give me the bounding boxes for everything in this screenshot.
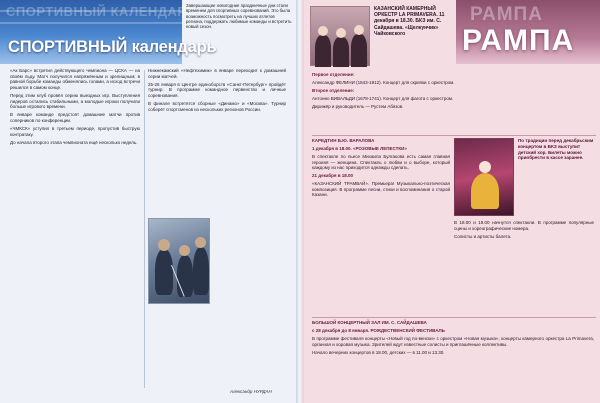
player-head xyxy=(195,237,206,248)
event-date: с 28 декабря до 8 января. РОЖДЕСТВЕНСКИЙ ФЕСТИВАЛЬ xyxy=(312,327,445,333)
ballet-article xyxy=(454,220,594,316)
side-note: По традиции перед декабрьским концертом в БКЗ выступит детский хор. Билеты можно приобрести в кассе заранее. xyxy=(518,138,594,161)
sports-calendar-page xyxy=(0,0,296,403)
sports-banner xyxy=(0,0,217,64)
theatre-article xyxy=(312,138,450,316)
program-line: Дирижёр и руководитель — Рустем Абязов. xyxy=(312,103,404,109)
performer-body xyxy=(315,35,331,67)
intro-text: Завершающие новогодние праздничные дни стали временем для спортивных соревнований. Это была возможность посмотреть на лучших атлетов региона, поддержать любимые команды и встретить новый сезон. xyxy=(186,3,292,30)
article-heading: БОЛЬШОЙ КОНЦЕРТНЫЙ ЗАЛ ИМ. С. САЙДАШЕВА xyxy=(312,320,427,325)
section-title: РАМПА xyxy=(462,24,575,57)
paragraph: «Ак Барс» встретил действующего чемпиона — ЦСКА — на своём льду. Матч получился напряжённым и зрелищным; в равной борьбе команды обменялись голами, а исход встречи решился в самом конце. xyxy=(10,68,140,90)
dancer-dress xyxy=(471,173,499,209)
page-gutter xyxy=(296,0,304,403)
event-date: 21 декабря в 18.00 xyxy=(312,173,353,179)
performer-head xyxy=(336,28,346,38)
page-title: СПОРТИВНЫЙ календарь xyxy=(8,38,217,56)
section-divider xyxy=(312,317,596,318)
banner-stripe xyxy=(0,22,182,24)
paragraph: «КАЗАНСКИЙ ТРАМВАЙ». Премьера! Музыкально-поэтическая композиция. В программе песни, стихи и воспоминания о старой Казани. xyxy=(312,181,450,198)
banner-ghost-text: СПОРТИВНЫЙ КАЛЕНДАРЬ xyxy=(6,4,197,19)
performer-head xyxy=(354,25,364,35)
paragraph: В спектакле по пьесе Михаила Булгакова есть самая главная героиня — женщина. Спектакль о любви и о выборе, который каждому из нас приходится однажды сделать. xyxy=(312,153,450,171)
player-head xyxy=(158,239,170,251)
paragraph: В январе команде предстоят домашние матчи против соперников по конференции. xyxy=(10,112,140,123)
program-line: Александр ФЕЛИНИ (1843-1912). Концерт для скрипки с оркестром. xyxy=(312,79,455,85)
dancer-head xyxy=(479,161,491,173)
paragraph: В 18.00 и 19.00 начнутся спектакли. В программе популярные сцены и хореографические номера. xyxy=(454,220,594,231)
author-credit: Александр НУРДАН xyxy=(230,389,272,394)
festival-article xyxy=(312,320,594,396)
paragraph: В программе фестиваля концерты «Новый год по-венски» с оркестром «Новая музыка», концерты камерного оркестра La Primavera, органная и хоровая музыка. Зрителей ждут известные солисты и приглашённые коллективы. xyxy=(312,335,594,347)
paragraph: Нижнекамский «Нефтехимик» в январе переходит к домашней серии матчей. xyxy=(148,68,286,79)
paragraph: Солисты и артисты балета. xyxy=(454,233,512,239)
stage-photo xyxy=(454,138,514,216)
paragraph: Начало вечерних концертов в 18.00, детских — в 11.00 и 13.30. xyxy=(312,349,445,355)
concert-headline: КАЗАНСКИЙ КАМЕРНЫЙ ОРКЕСТР LA PRIMAVERA. 11 декабря в 18.30. БКЗ им. С. Сайдашева. «Щелкунчик» Чайковского xyxy=(374,6,445,37)
player-figure xyxy=(193,247,209,295)
program-heading: Первое отделение: xyxy=(312,72,355,77)
rampa-banner xyxy=(456,0,600,64)
event-date: 1 декабря в 18.00. «РОЗОВЫЕ ЛЕПЕСТКИ» xyxy=(312,145,407,151)
performer-head xyxy=(318,26,328,36)
article-heading: КАРЕДТИН Б.Ю. ВАРАЛОВА xyxy=(312,138,375,143)
banner-ghost-text: РАМПА xyxy=(470,4,543,25)
player-figure xyxy=(177,255,193,297)
paragraph: До начала второго этапа чемпионата ещё несколько недель. xyxy=(10,139,138,145)
choir-photo xyxy=(310,6,370,66)
rampa-page xyxy=(304,0,600,403)
player-figure xyxy=(155,249,173,295)
program-block xyxy=(312,72,496,134)
player-head xyxy=(179,245,190,256)
paragraph: В финале встретятся сборные «Динамо» и «Москва». Турнир соберёт спортсменов из нескольких регионов России. xyxy=(148,101,286,112)
hockey-photo xyxy=(148,218,210,304)
paragraph: Перед этим клуб провёл серию выездных игр. Выступления лидеров остались стабильными, а молодые игроки получили больше игрового времени. xyxy=(10,92,140,110)
section-divider xyxy=(312,135,596,136)
article-column-1 xyxy=(10,68,140,390)
paragraph: 25-26 января в Центре единоборств «Санкт-Петербург» пройдёт турнир. В программе командное первенство и личные соревнования. xyxy=(148,81,286,98)
program-heading: Второе отделение: xyxy=(312,87,355,93)
performer-body xyxy=(333,37,349,67)
column-divider xyxy=(144,70,145,388)
performer-body xyxy=(351,34,367,67)
paragraph: «ЧМКСК» уступил в третьем периоде, пропустив быструю контратаку. xyxy=(10,126,140,137)
program-line: Антонио ВИВАЛЬДИ (1678-1741). Концерт для фагота с оркестром. xyxy=(312,95,454,101)
